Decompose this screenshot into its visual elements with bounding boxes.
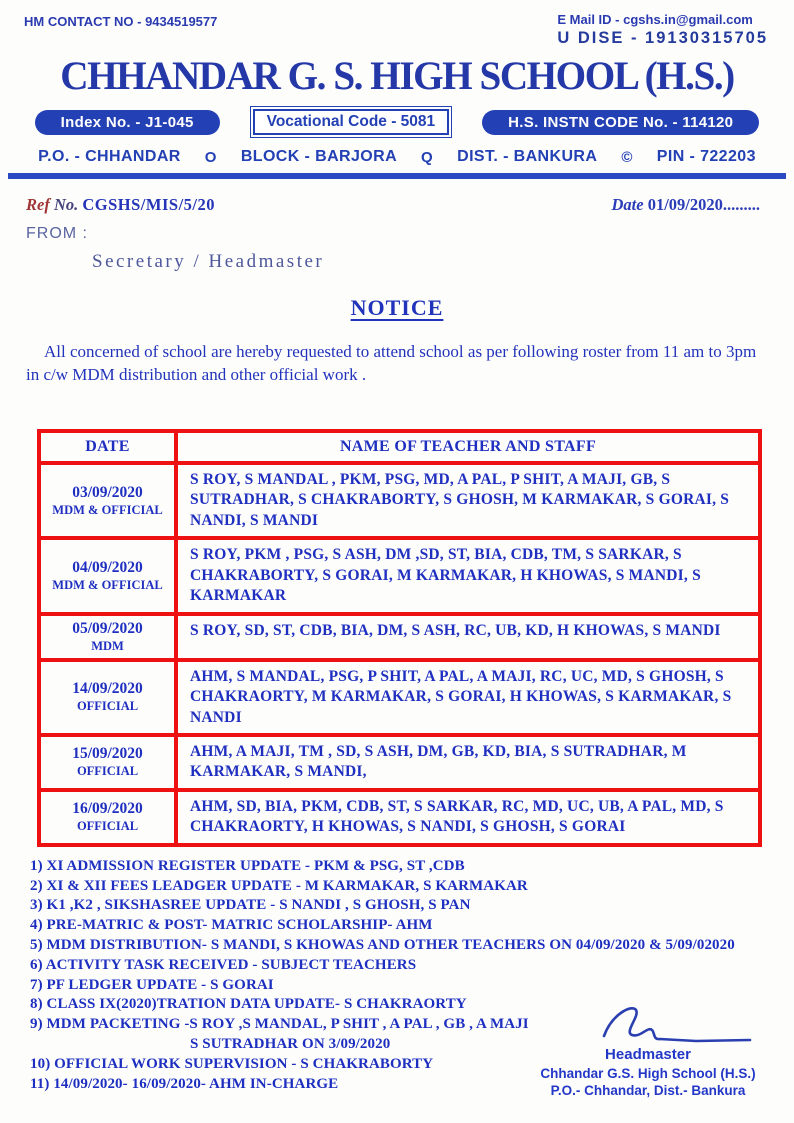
roster-duty-type: OFFICIAL (76, 819, 139, 834)
roster-duty-type: MDM & OFFICIAL (52, 502, 163, 517)
date-cell (39, 790, 176, 845)
roster-date: 16/09/2020 (72, 800, 143, 818)
column-header-date: DATE (39, 431, 176, 463)
list-item: 2) XI & XII FEES LEADGER UPDATE - M KARMAKAR, S KARMAKAR (30, 877, 528, 894)
date-cell (39, 660, 176, 735)
list-item: 7) PF LEDGER UPDATE - S GORAI (30, 976, 274, 993)
school-address-row (0, 148, 794, 166)
roster-names: AHM, A MAJI, TM , SD, S ASH, DM, GB, KD, BIA, S SUTRADHAR, M KARMAKAR, S MANDI, (176, 735, 760, 790)
list-item: 11) 14/09/2020- 16/09/2020- AHM IN-CHARGE (30, 1075, 339, 1092)
roster-names: S ROY, S MANDAL , PKM, PSG, MD, A PAL, P SHIT, A MAJI, GB, S SUTRADHAR, S CHAKRABORTY, S GHOSH, M KARMAKAR, S GORAI, S NANDI, S MANDI (176, 463, 760, 538)
list-item: 9) MDM PACKETING -S ROY ,S MANDAL, P SHIT , A PAL , GB , A MAJI (30, 1016, 529, 1033)
list-item: 8) CLASS IX(2020)TRATION DATA UPDATE- S CHAKRAORTY (30, 996, 467, 1013)
from-block (0, 215, 794, 273)
from-label: FROM : (26, 225, 88, 242)
table-row (39, 790, 760, 845)
date-cell (39, 463, 176, 538)
list-item: 1) XI ADMISSION REGISTER UPDATE - PKM & PSG, ST ,CDB (30, 857, 465, 874)
list-item: 6) ACTIVITY TASK RECEIVED - SUBJECT TEACHERS (30, 956, 417, 973)
date-cell (39, 538, 176, 613)
date-cell (39, 614, 176, 660)
roster-duty-type: MDM & OFFICIAL (52, 577, 163, 592)
roster-names: S ROY, PKM , PSG, S ASH, DM ,SD, ST, BIA, CDB, TM, S SARKAR, S CHAKRABORTY, S GORAI, M KARMAKAR, H KHOWAS, S MANDI, S KARMAKAR (176, 538, 760, 613)
ref-no-label: No. (53, 195, 79, 214)
roster-date: 14/09/2020 (72, 680, 143, 698)
notice-title: NOTICE (350, 295, 444, 320)
roster-duty-type: MDM (91, 638, 124, 653)
list-item: 3) K1 ,K2 , SIKSHASREE UPDATE - S NANDI , S GHOSH, S PAN (30, 897, 471, 914)
index-number-badge: Index No. - J1-045 (35, 110, 220, 135)
address-pin: PIN - 722203 (656, 148, 756, 165)
headmaster-stamp (512, 1046, 784, 1098)
date-cell (39, 735, 176, 790)
date-value: 01/09/2020......... (647, 195, 760, 214)
date-label: Date (611, 195, 644, 214)
school-name-title: CHHANDAR G. S. HIGH SCHOOL (H.S.) (60, 53, 734, 98)
table-row (39, 463, 760, 538)
table-row (39, 735, 760, 790)
address-separator-icon: Q (421, 148, 434, 166)
hs-instn-code-badge: H.S. INSTN CODE No. - 114120 (482, 110, 759, 135)
list-item: 10) OFFICIAL WORK SUPERVISION - S CHAKRABORTY (30, 1055, 434, 1072)
roster-date: 04/09/2020 (72, 558, 143, 576)
roster-duty-type: OFFICIAL (76, 699, 139, 714)
roster-names: S ROY, SD, ST, CDB, BIA, DM, S ASH, RC, UB, KD, H KHOWAS, S MANDI (176, 614, 760, 660)
table-row (39, 538, 760, 613)
code-badges-row (0, 106, 794, 138)
notice-body-paragraph: All concerned of school are hereby requested to attend school as per following roster from 11 am to 3pm in c/w MDM distribution and other official work . (26, 342, 757, 384)
table-header-row (39, 431, 760, 463)
roster-duty-type: OFFICIAL (76, 764, 139, 779)
hm-contact-number: HM CONTACT NO - 9434519577 (24, 14, 218, 29)
address-district: DIST. - BANKURA (457, 148, 598, 165)
duty-roster-table (37, 429, 762, 847)
ref-label: Ref (26, 195, 50, 214)
roster-names: AHM, S MANDAL, PSG, P SHIT, A PAL, A MAJI, RC, UC, MD, S GHOSH, S CHAKRAORTY, M KARMAKAR, S GORAI, H KHOWAS, S KARMAKAR, S NANDI (176, 660, 760, 735)
list-item-continuation: S SUTRADHAR ON 3/09/2020 (190, 1035, 391, 1052)
roster-date: 05/09/2020 (72, 619, 143, 637)
ref-value: CGSHS/MIS/5/20 (82, 195, 215, 214)
ref-number (26, 195, 215, 215)
headmaster-signature-scribble (598, 1002, 758, 1044)
ref-date-row (0, 179, 794, 215)
letterhead-top-row (0, 0, 794, 48)
document-date (612, 195, 761, 215)
roster-date: 03/09/2020 (72, 483, 143, 501)
address-block: BLOCK - BARJORA (240, 148, 398, 165)
column-header-names: NAME OF TEACHER AND STAFF (176, 431, 760, 463)
vocational-code-badge: Vocational Code - 5081 (253, 109, 450, 135)
address-po: P.O. - CHHANDAR (38, 148, 181, 165)
roster-names: AHM, SD, BIA, PKM, CDB, ST, S SARKAR, RC, MD, UC, UB, A PAL, MD, S CHAKRAORTY, H KHOWAS, S NANDI, S GHOSH, S GORAI (176, 790, 760, 845)
email-id: E Mail ID - cgshs.in@gmail.com (557, 12, 753, 27)
copyright-separator-icon: © (621, 148, 633, 166)
udise-code: U DISE - 19130315705 (557, 29, 768, 47)
list-item: 5) MDM DISTRIBUTION- S MANDI, S KHOWAS AND OTHER TEACHERS ON 04/09/2020 & 5/09/02020 (30, 936, 735, 953)
letterhead-right-block (557, 12, 768, 48)
roster-date: 15/09/2020 (72, 745, 143, 763)
stamp-designation: Headmaster (605, 1046, 691, 1063)
list-item: 4) PRE-MATRIC & POST- MATRIC SCHOLARSHIP- AHM (30, 917, 433, 934)
address-separator-icon: O (204, 148, 217, 166)
stamp-school-name: Chhandar G.S. High School (H.S.) (540, 1066, 756, 1081)
table-row (39, 614, 760, 660)
table-row (39, 660, 760, 735)
stamp-address: P.O.- Chhandar, Dist.- Bankura (550, 1083, 746, 1098)
from-value: Secretary / Headmaster (92, 251, 325, 272)
